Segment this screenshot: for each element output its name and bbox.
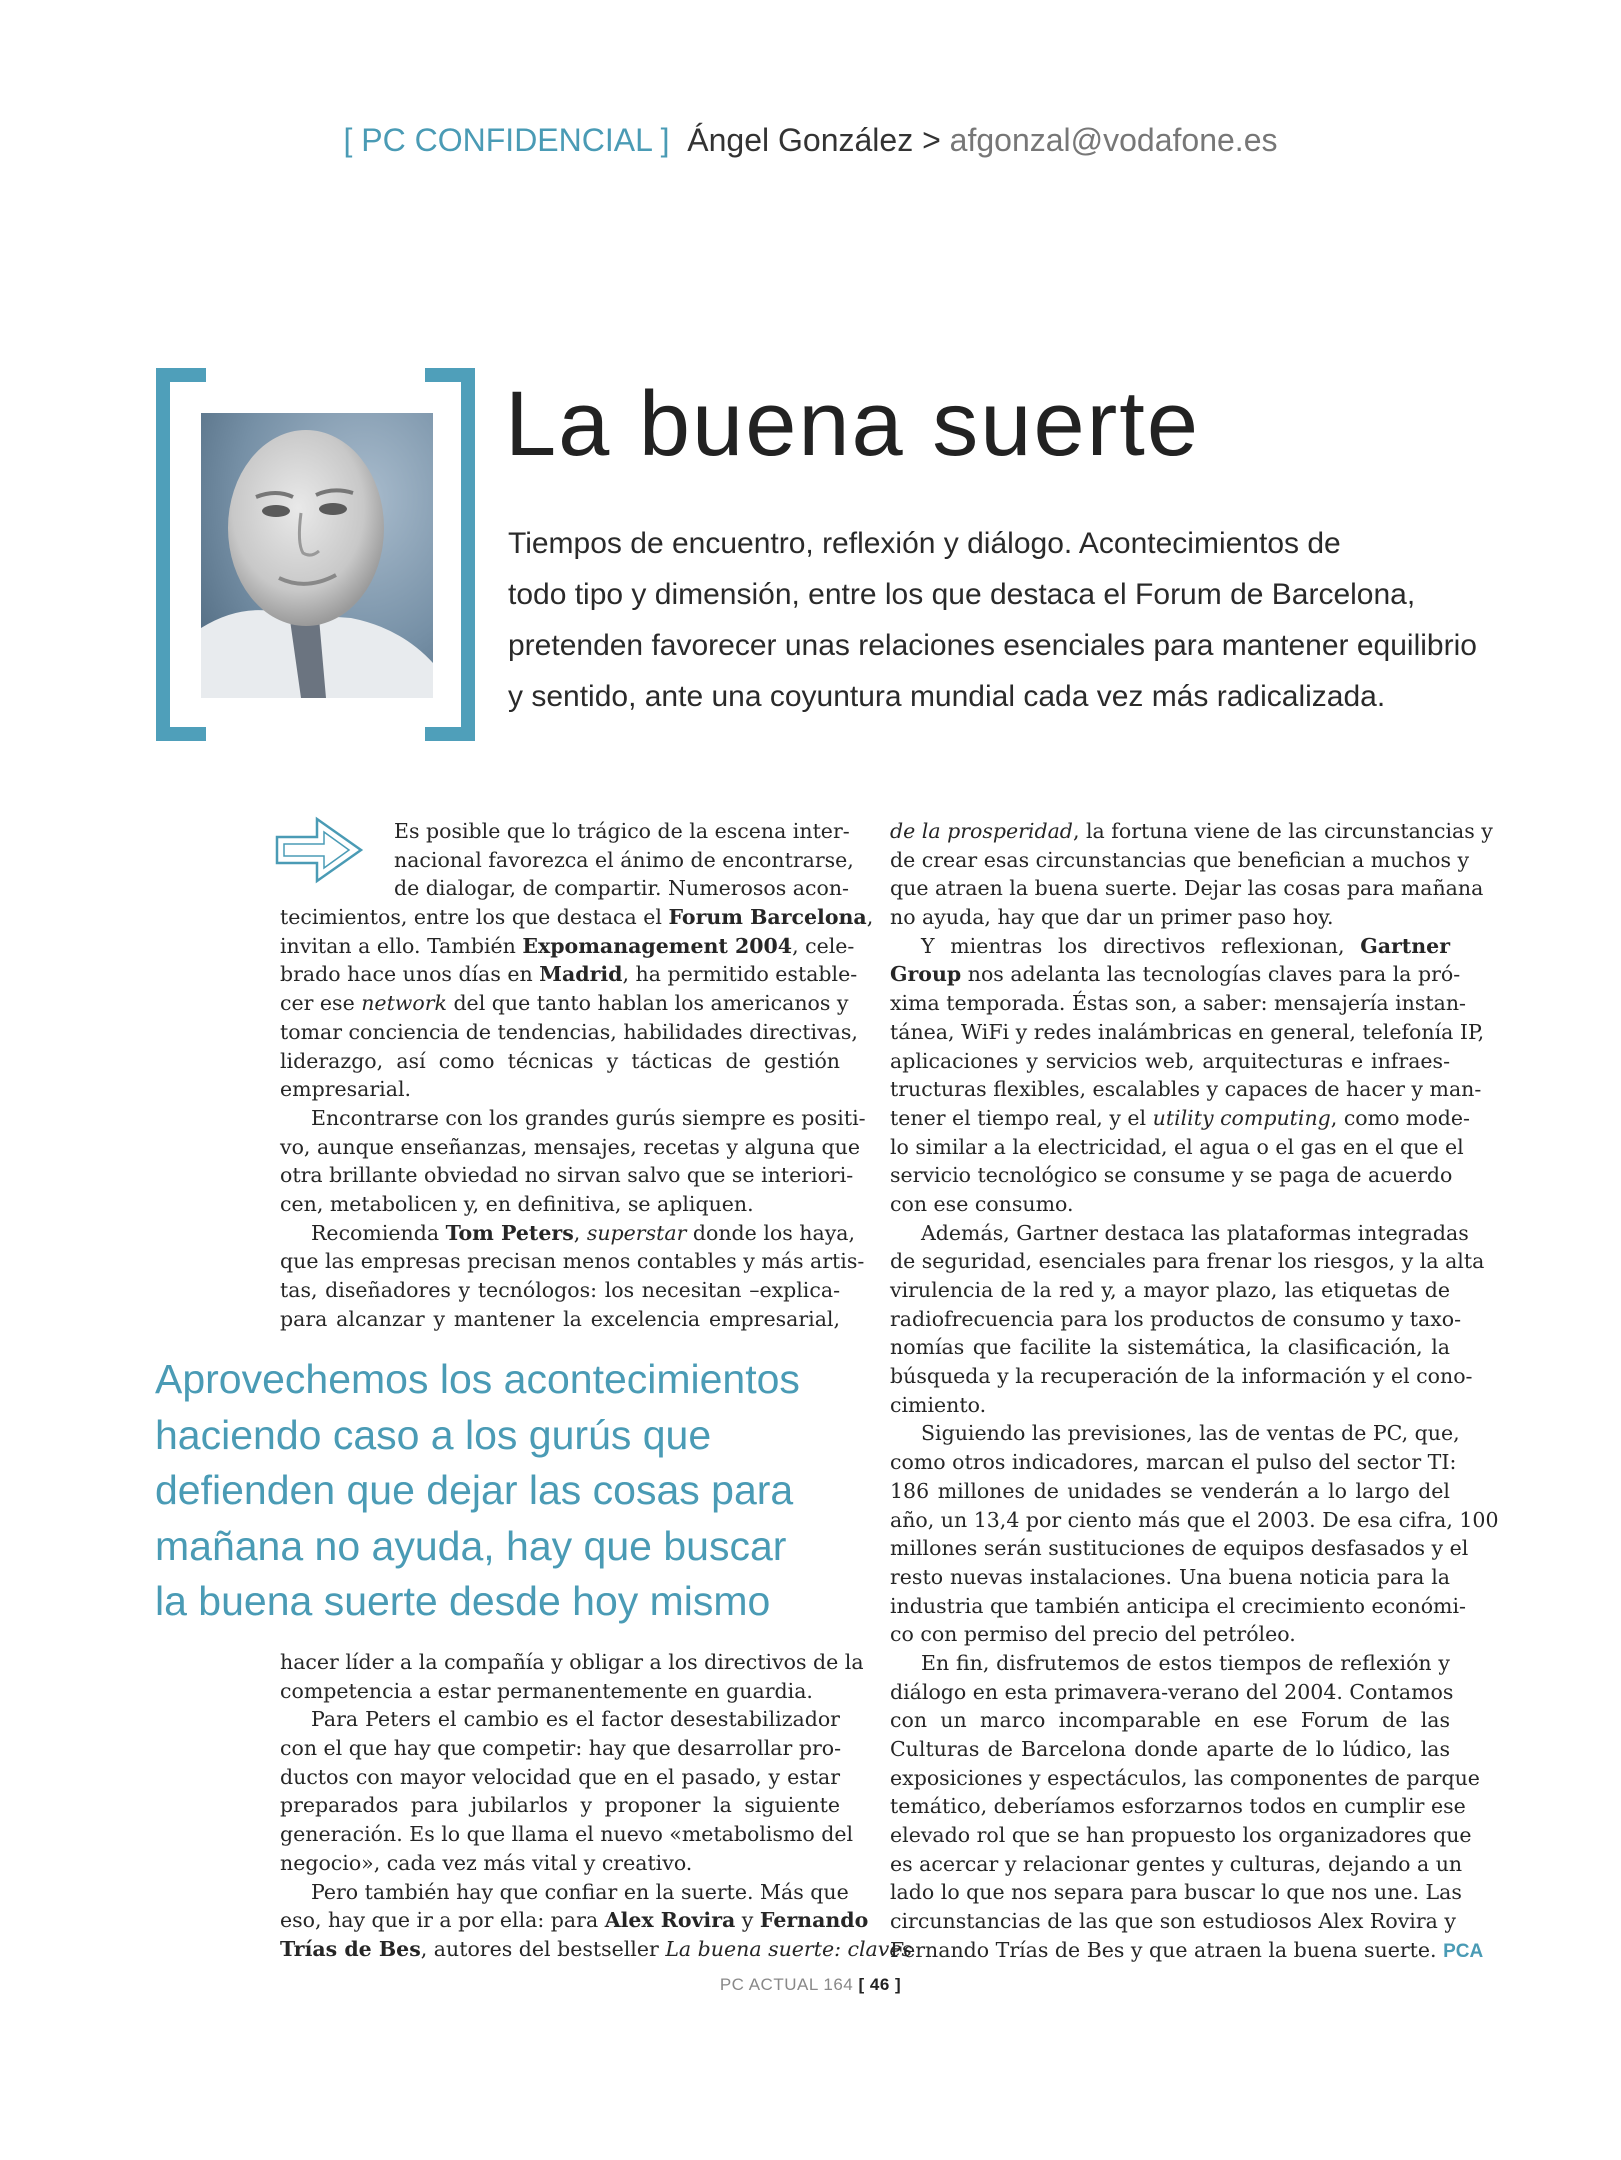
text-line: liderazgo, así como técnicas y tácticas de gestión xyxy=(280,1048,840,1073)
text-line: con un marco incomparable en ese Forum de las xyxy=(890,1708,1450,1733)
author-photo xyxy=(201,413,433,698)
text-line: cer ese network del que tanto hablan los americanos y xyxy=(280,991,849,1016)
article-header xyxy=(0,122,1621,159)
text-line: empresarial. xyxy=(280,1077,412,1102)
subtitle-line: y sentido, ante una coyuntura mundial cada vez más radicalizada. xyxy=(508,680,1386,713)
author-email[interactable]: afgonzal@vodafone.es xyxy=(949,122,1278,158)
text-line: brado hace unos días en Madrid, ha permitido establе- xyxy=(280,962,858,987)
pull-quote-line: defienden que dejar las cosas para xyxy=(155,1467,794,1513)
page-number: [ 46 ] xyxy=(858,1975,902,1994)
text-line: negocio», cada vez más vital y creativo. xyxy=(280,1850,693,1875)
text-line: exposiciones y espectáculos, las componentes de parque xyxy=(890,1765,1480,1790)
text-line: tomar conciencia de tendencias, habilidades directivas, xyxy=(280,1019,858,1044)
text-line: hacer líder a la compañía y obligar a los directivos de la xyxy=(280,1650,864,1674)
text-line: millones serán sustituciones de equipos desfasados y el xyxy=(890,1536,1469,1561)
text-line: circunstancias de las que son estudiosos Alex Rovira y xyxy=(890,1909,1456,1934)
text-line: generación. Es lo que llama el nuevo «metabolismo del xyxy=(280,1822,854,1847)
text-line: tánea, WiFi y redes inalámbricas en general, telefonía IP, xyxy=(890,1019,1485,1044)
section-label: [ PC CONFIDENCIAL ] xyxy=(343,122,670,158)
text-line: lo similar a la electricidad, el agua o el gas en el que el xyxy=(890,1134,1464,1159)
text-line: cimiento. xyxy=(890,1392,987,1417)
text-line: Siguiendo las previsiones, las de ventas de PC, que, xyxy=(921,1421,1460,1446)
text-line: 186 millones de unidades se venderán a lo largo del xyxy=(890,1478,1450,1503)
text-line: Recomienda Tom Peters, superstar donde los haya, xyxy=(311,1220,856,1245)
text-line: Group nos adelanta las tecnologías claves para la pró- xyxy=(890,962,1461,987)
text-line: xima temporada. Éstas son, a saber: mensajería instan- xyxy=(890,991,1466,1016)
text-line: de seguridad, esenciales para frenar los riesgos, y la alta xyxy=(890,1249,1485,1274)
text-line: Para Peters el cambio es el factor desestabilizador xyxy=(311,1707,840,1732)
text-line: no ayuda, hay que dar un primer paso hoy. xyxy=(890,905,1334,930)
text-line: tructuras flexibles, escalables y capaces de hacer y man- xyxy=(890,1077,1482,1102)
text-line: virulencia de la red y, a mayor plazo, las etiquetas de xyxy=(890,1278,1450,1302)
text-line: Fernando Trías de Bes y que atraen la buena suerte. PCA xyxy=(890,1937,1484,1962)
text-line: Y mientras los directivos reflexionan, Gartner xyxy=(921,933,1450,958)
pull-quote-line: mañana no ayuda, hay que buscar xyxy=(155,1522,787,1569)
article-title: La buena suerte xyxy=(505,373,1200,475)
subtitle-line: todo tipo y dimensión, entre los que destaca el Forum de Barcelona, xyxy=(508,578,1416,611)
text-line: Culturas de Barcelona donde aparte de lo lúdico, las xyxy=(890,1737,1450,1761)
text-line: industria que también anticipa el crecimiento económi- xyxy=(890,1593,1466,1618)
text-line: es acercar y relacionar gentes y culturas, dejando a un xyxy=(890,1851,1463,1876)
text-line: de crear esas circunstancias que benefician a muchos y xyxy=(890,847,1470,872)
text-line: En fin, disfrutemos de estos tiempos de reflexión y xyxy=(921,1650,1450,1675)
pull-quote-line: Aprovechemos los acontecimientos xyxy=(155,1356,800,1402)
text-line: invitan a ello. También Expomanagement 2004, cele- xyxy=(280,933,855,958)
text-line: radiofrecuencia para los productos de consumo y taxo- xyxy=(890,1306,1462,1331)
text-line: que atraen la buena suerte. Dejar las cosas para mañana xyxy=(890,876,1484,901)
text-line: ductos con mayor velocidad que en el pasado, y estar xyxy=(280,1764,840,1789)
pull-quote xyxy=(155,1352,855,1630)
text-line: como otros indicadores, marcan el pulso del sector TI: xyxy=(890,1450,1457,1475)
subtitle-line: pretenden favorecer unas relaciones esenciales para mantener equilibrio xyxy=(508,629,1477,662)
text-line: año, un 13,4 por ciento más que el 2003. De esa cifra, 100 xyxy=(890,1507,1499,1532)
text-line: Encontrarse con los grandes gurús siempre es positi- xyxy=(311,1105,866,1130)
subtitle-line: Tiempos de encuentro, reflexión y diálogo. Acontecimientos de xyxy=(508,527,1341,560)
article-subtitle xyxy=(508,518,1508,722)
text-line: temático, deberíamos esforzarnos todos en cumplir ese xyxy=(890,1794,1466,1819)
text-line: competencia a estar permanentemente en guardia. xyxy=(280,1678,813,1703)
text-line: otra brillante obviedad no sirvan salvo que se interiori- xyxy=(280,1163,854,1188)
text-line: vo, aunque enseñanzas, mensajes, recetas y alguna que xyxy=(280,1134,860,1159)
pull-quote-line: la buena suerte desde hoy mismo xyxy=(155,1578,771,1624)
text-line: Pero también hay que confiar en la suerte. Más que xyxy=(311,1879,849,1904)
text-line: tecimientos, entre los que destaca el Forum Barcelona, xyxy=(280,905,874,930)
text-line: con el que hay que competir: hay que desarrollar pro- xyxy=(280,1736,842,1761)
portrait-illustration xyxy=(201,413,433,698)
magazine-issue: PC ACTUAL 164 xyxy=(719,1975,854,1994)
text-line: aplicaciones y servicios web, arquitecturas e infraes- xyxy=(890,1048,1450,1073)
text-line: para alcanzar y mantener la excelencia empresarial, xyxy=(280,1306,840,1331)
text-line: eso, hay que ir a por ella: para Alex Rovira y Fernando xyxy=(280,1908,869,1933)
text-line: tener el tiempo real, y el utility computing, como mode- xyxy=(890,1105,1470,1130)
page-footer xyxy=(0,1975,1621,1995)
pull-quote-line: haciendo caso a los gurús que xyxy=(155,1411,712,1458)
text-line: resto nuevas instalaciones. Una buena noticia para la xyxy=(890,1564,1450,1589)
text-line: Es posible que lo trágico de la escena inter- xyxy=(394,819,850,843)
text-line: nacional favorezca el ánimo de encontrarse, xyxy=(394,847,854,872)
column-1-bottom xyxy=(280,1648,913,1964)
text-line: co con permiso del precio del petróleo. xyxy=(890,1622,1296,1647)
text-line: Además, Gartner destaca las plataformas integradas xyxy=(921,1220,1469,1245)
text-line: diálogo en esta primavera-verano del 2004. Contamos xyxy=(890,1679,1454,1704)
text-line: de dialogar, de compartir. Numerosos acon- xyxy=(394,876,849,901)
text-line: tas, diseñadores y tecnólogos: los necesitan –explica- xyxy=(280,1278,840,1302)
left-bracket xyxy=(156,368,206,741)
text-line: servicio tecnológico se consume y se paga de acuerdo xyxy=(890,1163,1453,1188)
text-line: Trías de Bes, autores del bestseller La buena suerte: claves xyxy=(280,1936,913,1961)
text-line: preparados para jubilarlos y proponer la siguiente xyxy=(280,1793,840,1818)
text-line: búsqueda y la recuperación de la información y el cono- xyxy=(890,1364,1473,1389)
text-line: nomías que facilite la sistemática, la clasificación, la xyxy=(890,1335,1450,1360)
text-line: cen, metabolicen y, en definitiva, se apliquen. xyxy=(280,1191,754,1216)
text-line: lado lo que nos separa para buscar lo que nos une. Las xyxy=(890,1880,1462,1905)
text-line: elevado rol que se han propuesto los organizadores que xyxy=(890,1823,1472,1848)
author-name: Ángel González > xyxy=(687,122,941,158)
text-line: que las empresas precisan menos contables y más artis- xyxy=(280,1249,865,1274)
text-line: de la prosperidad, la fortuna viene de las circunstancias y xyxy=(890,819,1493,843)
column-1-top xyxy=(280,817,874,1333)
column-2 xyxy=(890,817,1499,1965)
text-line: con ese consumo. xyxy=(890,1191,1074,1216)
